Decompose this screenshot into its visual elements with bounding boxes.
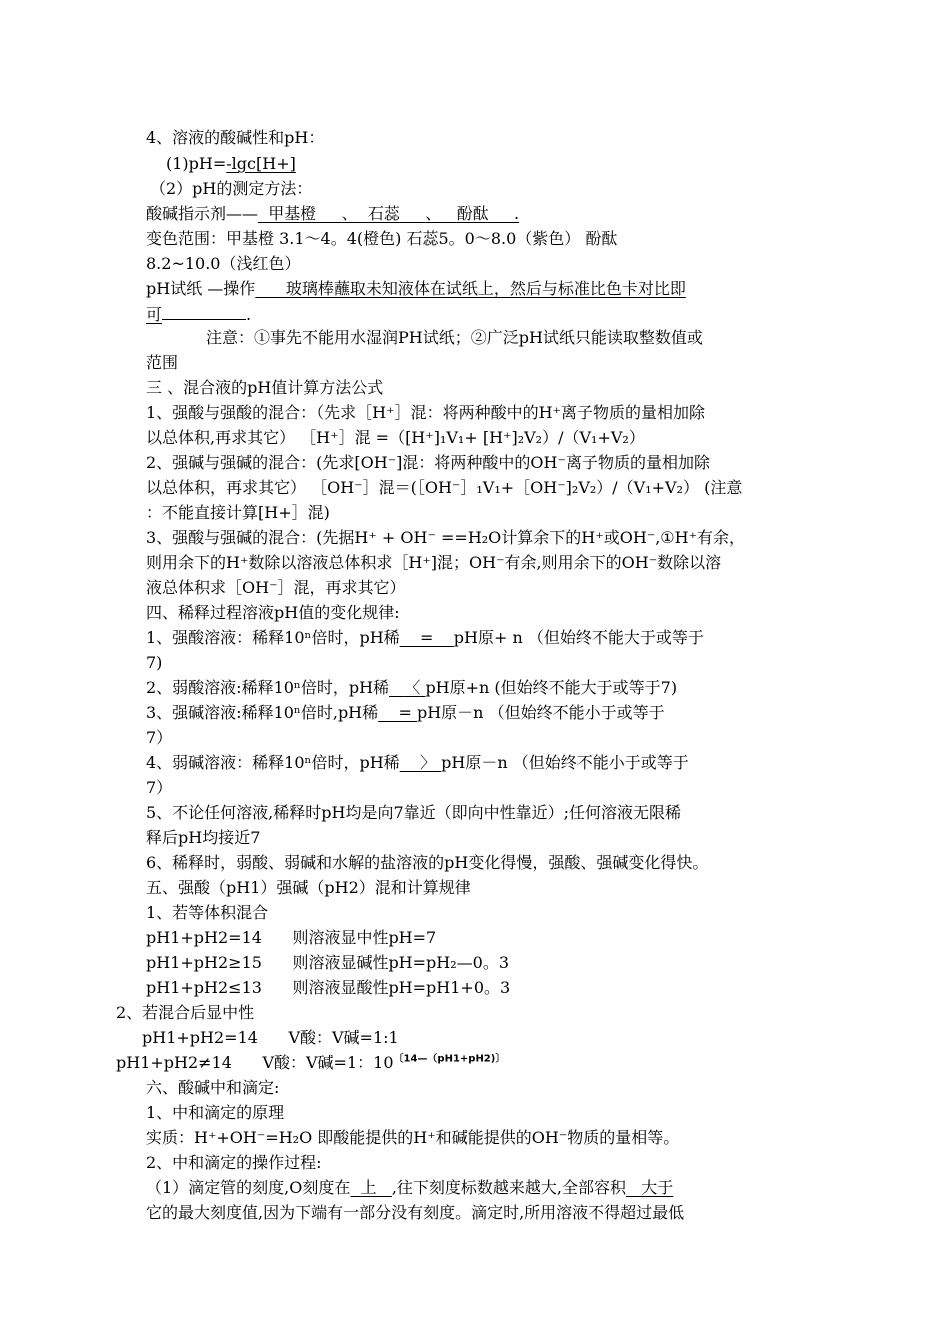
dilution-rule-4-cont: 7） [146, 778, 173, 797]
note-line-2: 范围 [146, 353, 179, 372]
neutral-heading: 2、若混合后显中性 [116, 1003, 255, 1022]
section-heading-strong-mix: 五、强酸（pH1）强碱（pH2）混和计算规律 [146, 878, 471, 897]
titration-principle: 实质：H⁺+OH⁻=H₂O 即酸能提供的H⁺和碱能提供的OH⁻物质的量相等。 [146, 1128, 680, 1147]
mixed-rule-2: 2、强碱与强碱的混合：(先求[OH⁻]混：将两种酸中的OH⁻离子物质的量相加除 [146, 453, 710, 472]
dilution-rule-5-cont: 释后pH均接近7 [146, 828, 261, 847]
color-range-line-2: 8.2~10.0（浅红色） [146, 254, 301, 273]
equal-volume-case-1: pH1+pH2=14 则溶液显中性pH=7 [146, 928, 437, 947]
mixed-rule-3: 3、强酸与强碱的混合：(先据H⁺ + OH⁻ ==H₂O计算余下的H⁺或OH⁻,①H⁺有余， [146, 528, 746, 547]
mixed-rule-3-line-3: 液总体积求［OH⁻］混，再求其它） [146, 578, 406, 597]
ph-paper-line: pH试纸 —操作 玻璃棒蘸取未知液体在试纸上，然后与标准比色卡对比即 [146, 279, 686, 298]
mixed-rule-3-line-2: 则用余下的H⁺数除以溶液总体积求［H⁺]混；OH⁻有余,则用余下的OH⁻数除以溶 [146, 553, 722, 572]
dilution-rule-1-cont: 7) [146, 653, 163, 672]
section-heading-mixed: 三 、混合液的pH值计算方法公式 [146, 378, 384, 397]
titration-principle-heading: 1、中和滴定的原理 [146, 1103, 285, 1122]
neutral-case-2: pH1+pH2≠14 V酸：V碱=1：$10^{〔14—(pH1+pH2)〕}$ [116, 1053, 506, 1072]
dilution-rule-3: 3、强碱溶液:稀释10ⁿ倍时,pH稀 = pH原－n （但始终不能小于或等于 [146, 703, 665, 722]
equal-volume-case-2: pH1+pH2≥15 则溶液显碱性pH=pH₂—0。3 [146, 953, 510, 972]
dilution-rule-6: 6、稀释时，弱酸、弱碱和水解的盐溶液的pH变化得慢，强酸、强碱变化得快。 [146, 853, 709, 872]
note-line: 注意：①事先不能用水湿润PH试纸；②广泛pH试纸只能读取整数值或 [206, 328, 703, 347]
dilution-rule-5: 5、不论任何溶液,稀释时pH均是向7靠近（即向中性靠近）;任何溶液无限稀 [146, 803, 682, 822]
mixed-rule-1: 1、强酸与强酸的混合：（先求［H⁺］混：将两种酸中的H⁺离子物质的量相加除 [146, 403, 705, 422]
dilution-rule-3-cont: 7） [146, 728, 173, 747]
dilution-rule-4: 4、弱碱溶液：稀释10ⁿ倍时，pH稀 〉 pH原－n （但始终不能小于或等于 [146, 753, 689, 772]
titration-procedure-heading: 2、中和滴定的操作过程: [146, 1153, 322, 1172]
indicator-line: 酸碱指示剂—— 甲基橙 、 石蕊 、 酚酞 . [146, 204, 520, 223]
color-range-line: 变色范围：甲基橙 3.1～4。4(橙色) 石蕊5。0～8.0（紫色） 酚酞 [146, 229, 618, 248]
ph-method-heading: （2）pH的测定方法： [150, 179, 313, 198]
mixed-rule-1-formula: 以总体积,再求其它） ［H⁺］混 =（[H⁺]₁V₁+ [H⁺]₂V₂）/（V₁+V₂） [146, 428, 645, 447]
neutral-case-1: pH1+pH2=14 V酸：V碱=1:1 [142, 1028, 399, 1047]
ph-paper-line-2: 可 . [146, 305, 252, 324]
burette-scale-line: （1）滴定管的刻度,O刻度在 上 ,往下刻度标数越来越大,全部容积 大于 [146, 1178, 674, 1197]
burette-scale-line-2: 它的最大刻度值,因为下端有一部分没有刻度。滴定时,所用溶液不得超过最低 [146, 1203, 685, 1222]
ph-formula-line: (1)pH=-lgc[H+] [166, 154, 296, 173]
dilution-rule-2: 2、弱酸溶液:稀释10ⁿ倍时，pH稀 〈 pH原+n (但始终不能大于或等于7) [146, 678, 678, 697]
equal-volume-case-3: pH1+pH2≤13 则溶液显酸性pH=pH1+0。3 [146, 978, 511, 997]
section-heading-ph: 4、溶液的酸碱性和pH： [146, 128, 325, 147]
equal-volume-heading: 1、若等体积混合 [146, 903, 269, 922]
section-heading-titration: 六、酸碱中和滴定: [146, 1078, 280, 1097]
mixed-rule-2-note: ：不能直接计算[H+］混) [146, 503, 330, 522]
mixed-rule-2-formula: 以总体积，再求其它） ［OH⁻］混＝(［OH⁻］₁V₁+［OH⁻]₂V₂）/（V₁+V₂） (注意 [146, 478, 743, 497]
section-heading-dilution: 四、稀释过程溶液pH值的变化规律: [146, 603, 400, 622]
dilution-rule-1: 1、强酸溶液：稀释10ⁿ倍时，pH稀 = pH原+ n （但始终不能大于或等于 [146, 628, 704, 647]
